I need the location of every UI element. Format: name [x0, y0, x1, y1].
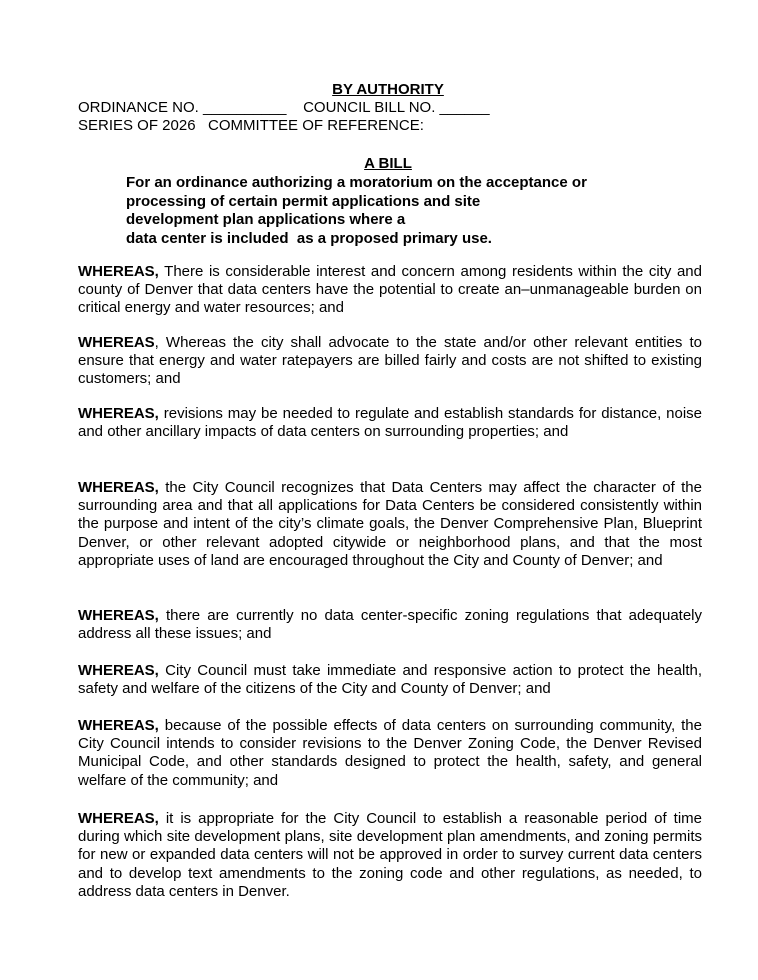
- whereas-text: because of the possible effects of data centers on surrounding community, the City Council intends to consider revisions to the Denver Zoning Code, the Denver Revised Municipal Code, and other standards designed to protect the health, safety, and general welfare of the community; and: [78, 717, 702, 789]
- whereas-text: There is considerable interest and concern among residents within the city and county of Denver that data centers have the potential to create an–unmanageable burden on critical energy and water resources; and: [78, 263, 702, 317]
- whereas-lead: WHEREAS: [78, 334, 155, 351]
- whereas-text: , Whereas the city shall advocate to the state and/or other relevant entities to ensure that energy and water ratepayers are billed fairly and costs are not shifted to existing customers; and: [78, 334, 702, 388]
- whereas-lead: WHEREAS,: [78, 607, 159, 624]
- whereas-lead: WHEREAS,: [78, 405, 159, 422]
- whereas-lead: WHEREAS,: [78, 810, 159, 827]
- series-line: SERIES OF 2026 COMMITTEE OF REFERENCE:: [78, 117, 424, 134]
- whereas-text: the City Council recognizes that Data Centers may affect the character of the surrounding area and that all applications for Data Centers be considered consistently within the purpose and intent of the city’s climate goals, the Denver Comprehensive Plan, Blueprint Denver, or other relevant adopted citywide or neighborhood plans, and that the most appropriate uses of land are encouraged throughout the City and County of Denver; and: [78, 479, 702, 569]
- ordinance-number-line: ORDINANCE NO. __________ COUNCIL BILL NO. ______: [78, 99, 490, 116]
- whereas-text: there are currently no data center-specific zoning regulations that adequately address all these issues; and: [78, 607, 702, 643]
- whereas-lead: WHEREAS,: [78, 717, 159, 734]
- bill-title: A BILL: [364, 155, 412, 172]
- bill-description-line: data center is included as a proposed primary use.: [126, 229, 492, 247]
- whereas-text: City Council must take immediate and responsive action to protect the health, safety and welfare of the citizens of the City and County of Denver; and: [78, 662, 702, 698]
- bill-description-line: For an ordinance authorizing a moratorium on the acceptance or: [126, 174, 587, 191]
- bill-description-line: processing of certain permit applications and site: [126, 192, 481, 210]
- whereas-lead: WHEREAS,: [78, 662, 159, 679]
- whereas-lead: WHEREAS,: [78, 263, 159, 280]
- bill-description: [126, 174, 646, 248]
- page-title: BY AUTHORITY: [332, 81, 444, 98]
- whereas-paragraph: [78, 662, 702, 698]
- bill-description-line: development plan applications where a: [126, 211, 406, 228]
- whereas-paragraph: [78, 334, 702, 389]
- whereas-paragraph: [78, 810, 702, 901]
- whereas-paragraph: [78, 479, 702, 570]
- whereas-lead: WHEREAS,: [78, 479, 159, 496]
- whereas-text: it is appropriate for the City Council to establish a reasonable period of time during which site development plans, site development plan amendments, and zoning permits for new or expanded data centers will not be approved in order to survey current data centers and to develop text amendments to the zoning code and other regulations, as needed, to address data centers in Denver.: [78, 810, 702, 900]
- whereas-paragraph: [78, 717, 702, 790]
- whereas-paragraph: [78, 405, 702, 441]
- whereas-paragraph: [78, 607, 702, 643]
- whereas-text: revisions may be needed to regulate and establish standards for distance, noise and other ancillary impacts of data centers on surrounding properties; and: [78, 405, 702, 441]
- whereas-paragraph: [78, 263, 702, 318]
